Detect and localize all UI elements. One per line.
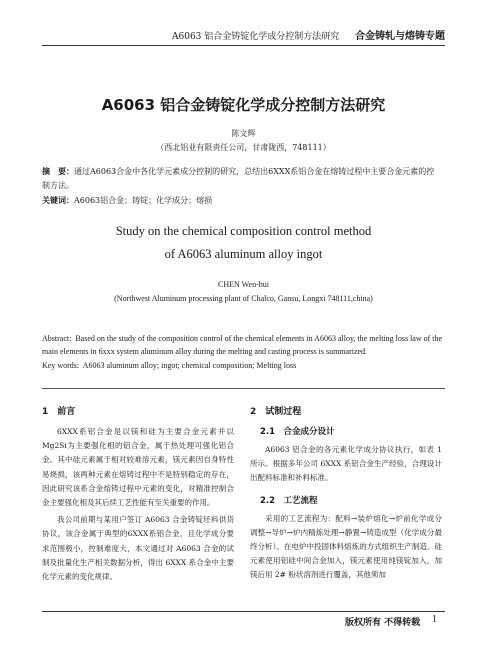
paper-title-en-line2: of A6063 aluminum alloy ingot [164, 247, 323, 261]
author-en: CHEN Wen-hui [218, 280, 269, 289]
keywords-en-label: Key words: [42, 361, 80, 370]
copyright-notice: 版权所有 不得转载 [345, 618, 421, 628]
journal-name: 合金铸轧与熔铸专题 [355, 31, 445, 42]
section-heading-introduction: 1 前言 [42, 407, 76, 417]
keywords-cn [42, 194, 442, 208]
abstract-en-label: Abstract: [42, 334, 72, 343]
intro-paragraph-1: 6XXX系铝合金是以镁和硅为主要合金元素并以Mg2Si为主要强化相的铝合金，属于热处理可强化铝合金。其中硅元素属于相对较难溶元素，镁元素因自身特性易烧损，该两种元素在熔铸过程中不是特别稳定的存在，因此研究该系合金熔铸过程中元素的变化，对精准控制合金主要强化相及其后续工艺性能有至关重要的作用。 [42, 427, 234, 508]
process-paragraph: 采用的工艺流程为：配料→装炉熔化→炉前化学成分调整→导炉→炉内精炼处理→静置→铸造成型（化学成分最终分析）。在电炉中投固体料熔炼的方式组织生产制造。硅元素使用铝硅中间合金加入，镁元素使用纯镁锭加入，加镁后用 2# 粉状溶剂进行覆盖，其他须加 [250, 513, 442, 580]
left-column [42, 404, 234, 587]
author-cn: 陈文辉 [231, 129, 256, 138]
running-header [42, 27, 445, 45]
keywords-cn-label: 关键词： [42, 196, 74, 205]
keywords-en-text: A6063 aluminum alloy; ingot; chemical composition; Melting loss [82, 361, 297, 370]
subsection-heading-composition: 2.1 合金成分设计 [260, 427, 335, 437]
paper-title-en-line1: Study on the chemical composition control method [115, 224, 372, 238]
running-title: A6063 铝合金铸锭化学成分控制方法研究 [172, 32, 340, 42]
abstract-en-text: Based on the study of the composition control of the chemical elements in A6063 alloy, the melting loss law of the main elements in 6xxx system aluminum alloy during the melting and casting process is summarized. [42, 334, 443, 356]
footer-divider [42, 611, 445, 612]
section-divider [42, 388, 445, 389]
section-heading-trial: 2 试制过程 [250, 407, 302, 417]
abstract-cn [42, 165, 442, 193]
abstract-en [42, 332, 445, 358]
page-number: 1 [432, 614, 437, 625]
intro-paragraph-2: 我公司前期与某用户签订 A6063 合金铸锭坯料供货协议，该合金属于典型的6XXX系铝合金，且化学成分要求范围极小，控制难度大，本文通过对 A6063 合金的试制及批量化生产相关数据分析，得出 6XXX 系合金中主要化学元素的变化规律。 [42, 515, 234, 582]
header-divider [42, 45, 445, 46]
paper-title-cn: A6063 铝合金铸锭化学成分控制方法研究 [101, 96, 386, 114]
composition-paragraph: A6063 铝合金的各元素化学成分协议执行，如表 1 所示。根据多年公司 6XXX 系铝合金生产经验，合理设计出配料标准和补料标准。 [250, 445, 442, 483]
right-column [250, 404, 442, 586]
keywords-en [42, 361, 445, 370]
abstract-cn-text: 通过A6063合金中各化学元素成分控制的研究，总结出6XXX系铝合金在熔铸过程中主要合金元素的控制方法。 [42, 167, 435, 190]
affiliation-cn: （西北铝业有限责任公司，甘肃陇西，748111） [156, 143, 331, 152]
subsection-heading-process: 2.2 工艺流程 [260, 495, 318, 506]
affiliation-en: (Northwest Aluminum processing plant of Chalco, Gansu, Longxi 748111,china) [114, 294, 373, 303]
paper-title-en [42, 220, 445, 266]
abstract-cn-label: 摘 要： [42, 167, 74, 176]
keywords-cn-text: A6063铝合金；铸锭；化学成分；熔损 [74, 196, 213, 205]
